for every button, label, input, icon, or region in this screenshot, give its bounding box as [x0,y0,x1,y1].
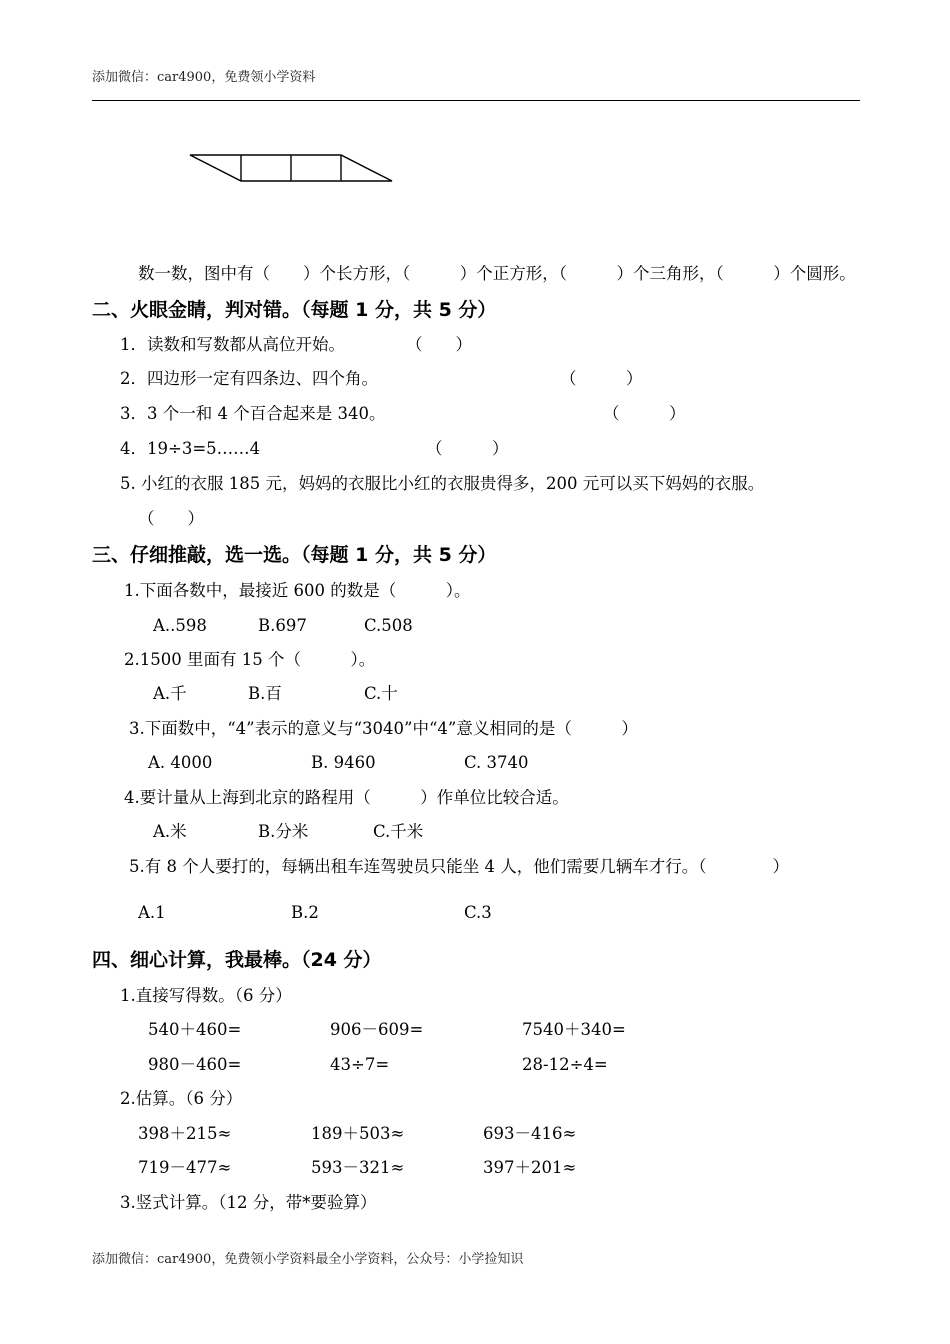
choice-option-b[interactable]: B.分米 [258,822,309,841]
judge-blank-3[interactable]: （ ） [603,404,686,423]
choice-option-b[interactable]: B.697 [258,616,307,635]
choice-question-3: 3.下面数中，“4”表示的意义与“3040”中“4”意义相同的是（ ） [129,719,638,738]
header-rule [92,100,860,101]
judge-item-3: 3．3 个一和 4 个百合起来是 340。 [120,404,386,423]
calc-part1-label: 1.直接写得数。（6 分） [120,986,292,1005]
choice-option-c[interactable]: C.3 [464,903,492,922]
estimate-item: 719－477≈ [138,1158,232,1177]
page-footer: 添加微信：car4900，免费领小学资料最全小学资料，公众号：小学捡知识 [92,1252,524,1267]
choice-option-b[interactable]: B. 9460 [311,753,376,772]
choice-question-2: 2.1500 里面有 15 个（ ）。 [124,650,376,669]
section3-title: 三、仔细推敲，选一选。（每题 1 分，共 5 分） [92,544,497,566]
calc-item: 28-12÷4= [522,1055,608,1074]
calc-item: 43÷7= [330,1055,390,1074]
judge-item-1: 1．读数和写数都从高位开始。 [120,335,345,354]
estimate-item: 398＋215≈ [138,1124,232,1143]
calc-part2-label: 2.估算。（6 分） [120,1089,243,1108]
shape-figure [185,152,397,184]
judge-blank-2[interactable]: （ ） [560,369,643,388]
calc-item: 980－460= [148,1055,242,1074]
estimate-item: 593－321≈ [311,1158,405,1177]
calc-item: 540＋460= [148,1020,242,1039]
choice-option-c[interactable]: C.十 [364,684,398,703]
judge-item-2: 2．四边形一定有四条边、四个角。 [120,369,378,388]
judge-blank-1[interactable]: （ ） [406,335,472,354]
section4-title: 四、细心计算，我最棒。（24 分） [92,949,382,971]
estimate-item: 189＋503≈ [311,1124,405,1143]
choice-question-4: 4.要计量从上海到北京的路程用（ ）作单位比较合适。 [124,788,569,807]
choice-option-b[interactable]: B.2 [291,903,319,922]
judge-item-4: 4．19÷3=5……4 [120,439,261,458]
choice-option-c[interactable]: C.千米 [373,822,424,841]
choice-option-a[interactable]: A.米 [153,822,187,841]
judge-blank-5[interactable]: （ ） [138,509,204,528]
choice-option-c[interactable]: C.508 [364,616,413,635]
page-header: 添加微信：car4900，免费领小学资料 [92,70,316,85]
choice-option-a[interactable]: A. 4000 [148,753,213,772]
count-question: 数一数，图中有（ ）个长方形，（ ）个正方形，（ ）个三角形，（ ）个圆形。 [138,264,856,283]
estimate-item: 397＋201≈ [483,1158,577,1177]
choice-option-b[interactable]: B.百 [248,684,282,703]
choice-option-c[interactable]: C. 3740 [464,753,529,772]
judge-blank-4[interactable]: （ ） [426,439,509,458]
estimate-item: 693－416≈ [483,1124,577,1143]
calc-item: 7540＋340= [522,1020,626,1039]
choice-option-a[interactable]: A.1 [138,903,166,922]
choice-question-5: 5.有 8 个人要打的，每辆出租车连驾驶员只能坐 4 人，他们需要几辆车才行。（ ） [129,857,789,876]
choice-question-1: 1.下面各数中，最接近 600 的数是（ ）。 [124,581,471,600]
choice-option-a[interactable]: A..598 [153,616,207,635]
judge-item-5: 5. 小红的衣服 185 元，妈妈的衣服比小红的衣服贵得多，200 元可以买下妈妈的衣服。 [120,474,765,493]
choice-option-a[interactable]: A.千 [153,684,187,703]
calc-item: 906－609= [330,1020,424,1039]
section2-title: 二、火眼金睛，判对错。（每题 1 分，共 5 分） [92,299,497,321]
calc-part3-label: 3.竖式计算。（12 分，带*要验算） [120,1193,377,1212]
